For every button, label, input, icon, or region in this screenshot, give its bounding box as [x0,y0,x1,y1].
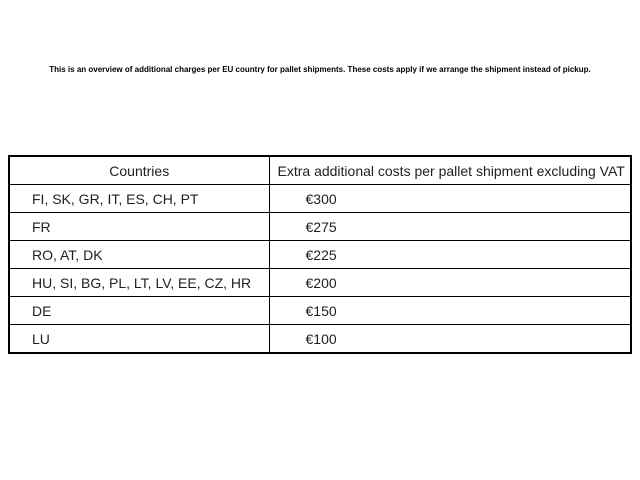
table-row [9,241,631,269]
table-row [9,213,631,241]
countries-cell: LU [9,325,269,354]
table-row [9,297,631,325]
countries-cell: RO, AT, DK [9,241,269,269]
intro-text: This is an overview of additional charges per EU country for pallet shipments. These costs apply if we arrange the shipment instead of pickup. [49,65,591,74]
countries-cell: FI, SK, GR, IT, ES, CH, PT [9,185,269,213]
table-header-row [9,156,631,185]
cost-cell: €100 [269,325,631,354]
cost-cell: €225 [269,241,631,269]
table-row [9,325,631,354]
cost-cell: €150 [269,297,631,325]
table-row [9,185,631,213]
cost-cell: €200 [269,269,631,297]
cost-cell: €300 [269,185,631,213]
charges-table [8,155,632,354]
countries-column-header: Countries [9,156,269,185]
countries-cell: DE [9,297,269,325]
countries-cell: HU, SI, BG, PL, LT, LV, EE, CZ, HR [9,269,269,297]
cost-column-header: Extra additional costs per pallet shipment excluding VAT [269,156,631,185]
table-row [9,269,631,297]
countries-cell: FR [9,213,269,241]
cost-cell: €275 [269,213,631,241]
